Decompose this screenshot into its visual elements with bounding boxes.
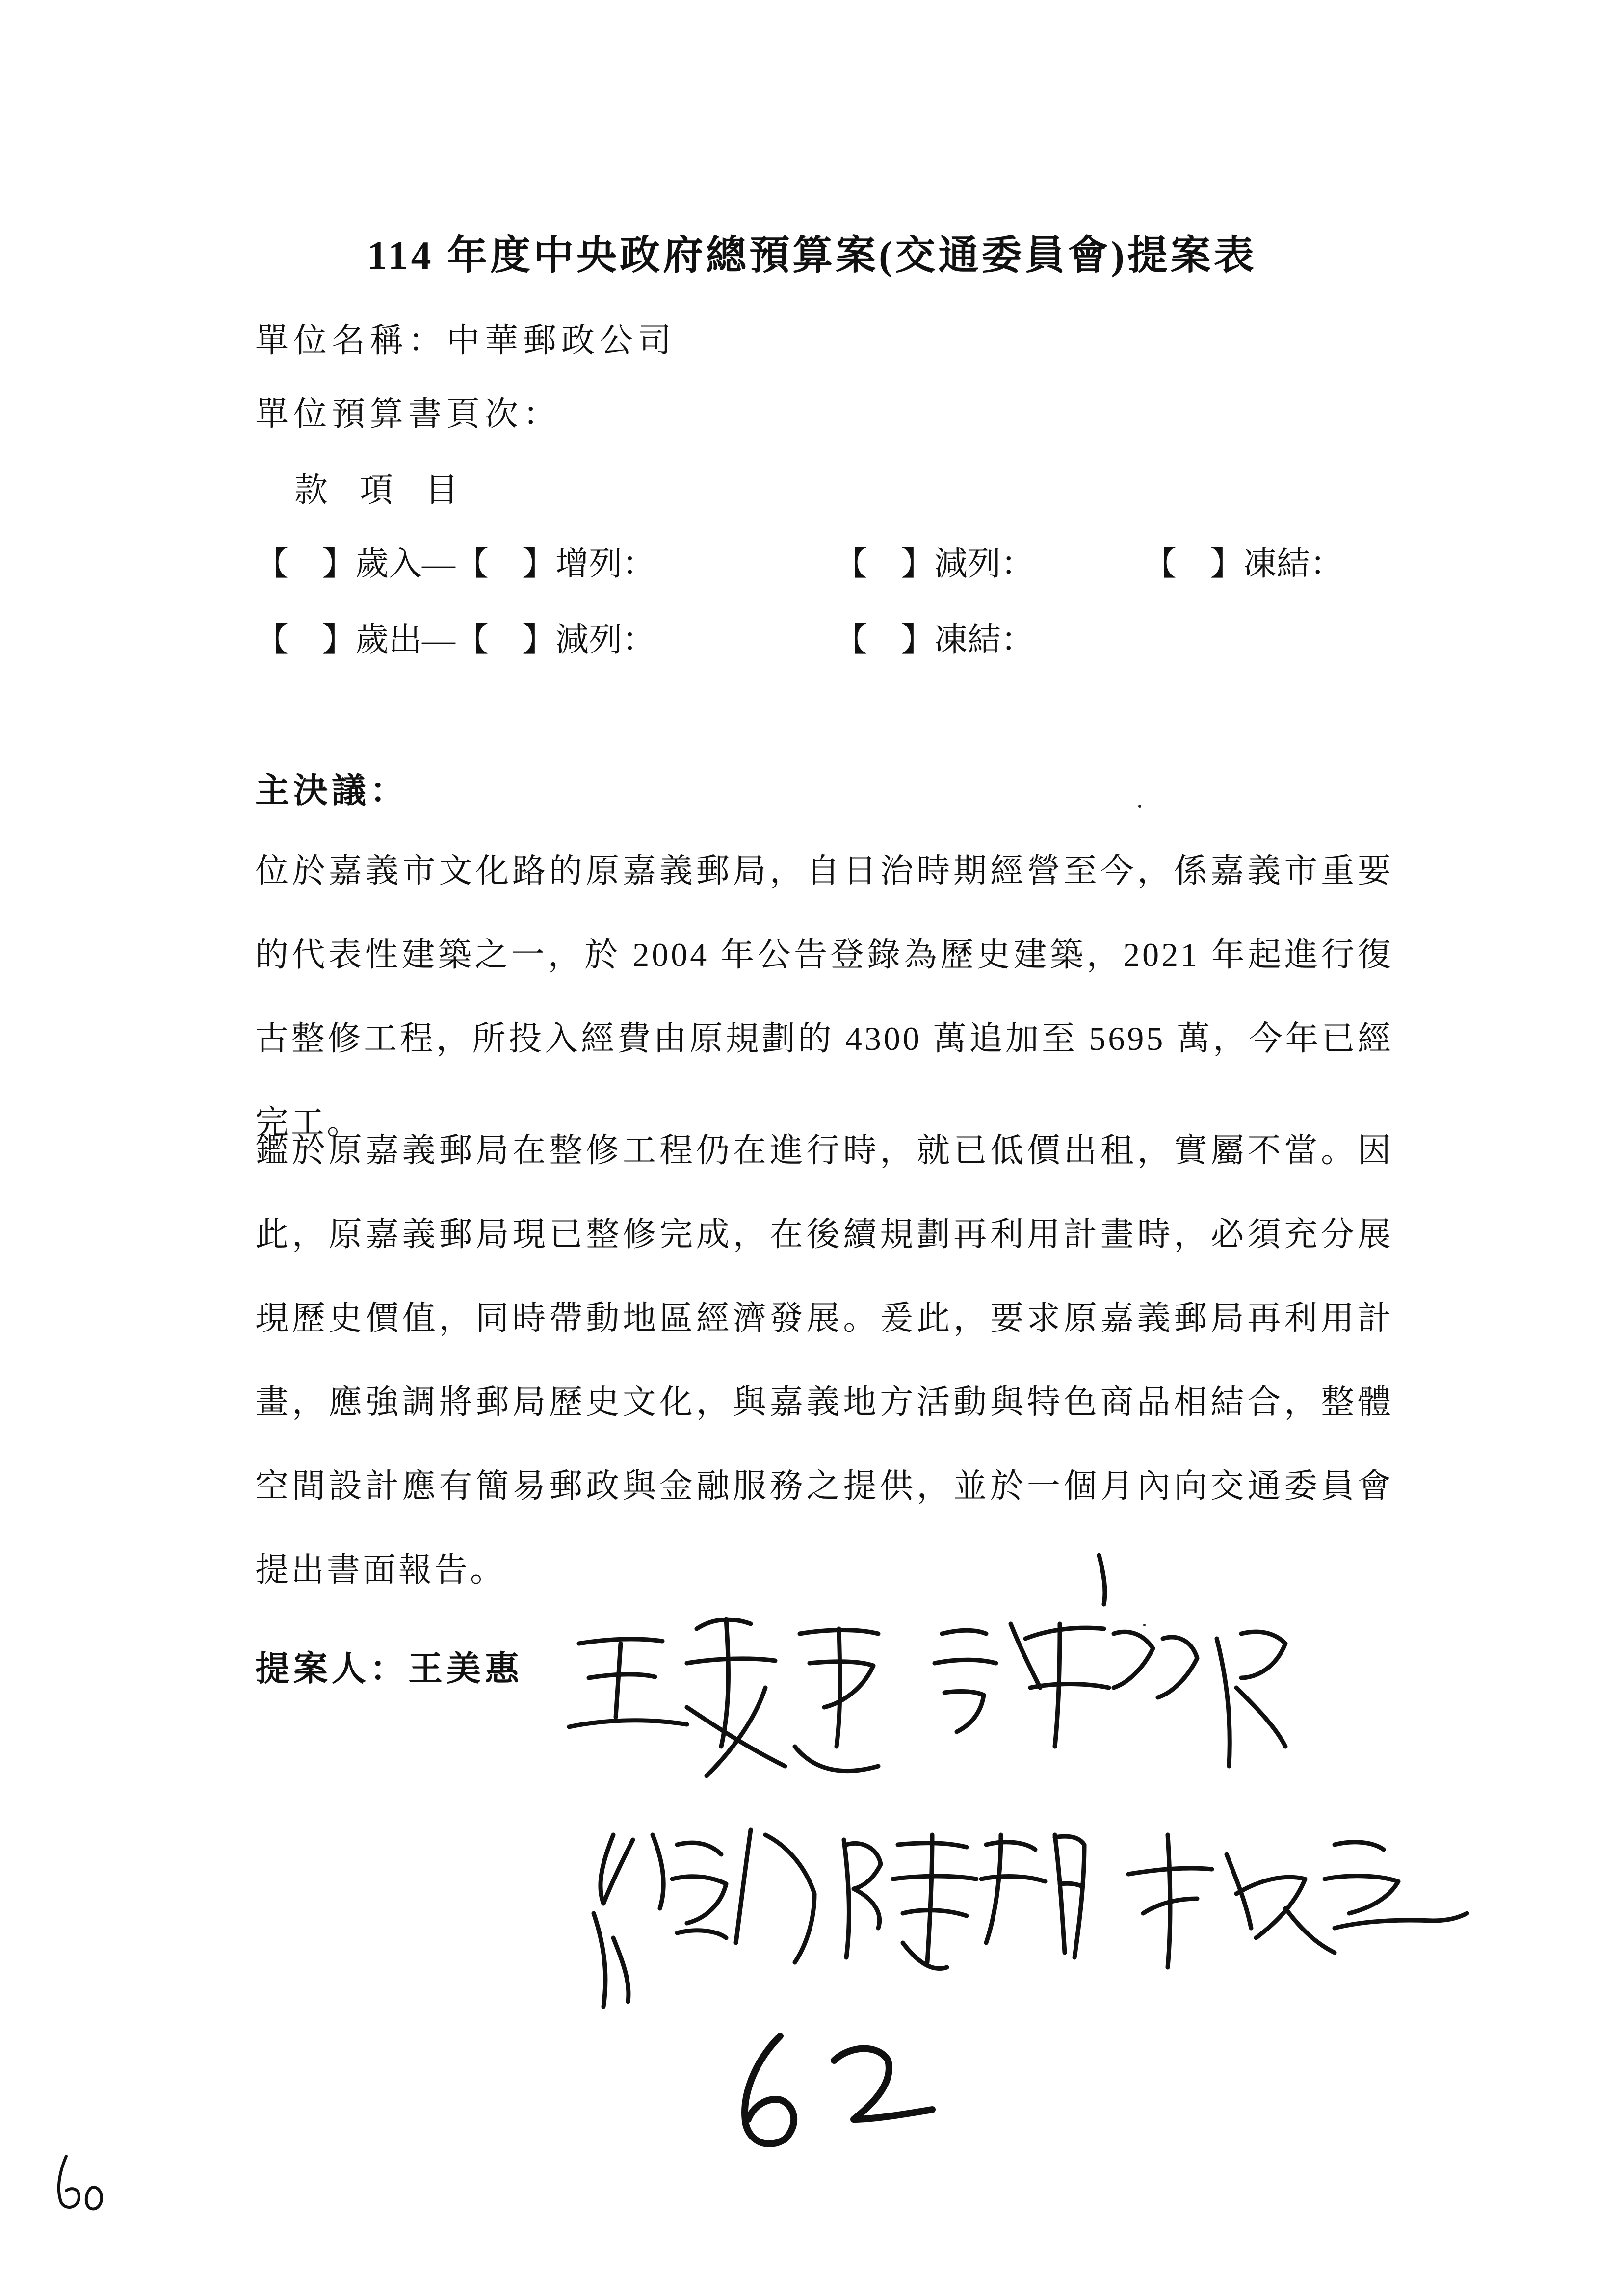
expenditure-decrease-field: 【 】歲出—【 】減列：: [255, 621, 656, 658]
proposer-name: 王美惠: [408, 1650, 523, 1688]
scan-speck: [1143, 1624, 1146, 1626]
proposal-number-62: [745, 2036, 932, 2144]
budget-page-line: [255, 388, 561, 435]
signature-3: [594, 1830, 814, 2007]
expenditure-freeze-field: 【 】凍結：: [834, 621, 1035, 658]
revenue-decrease-field: 【 】減列：: [834, 545, 1035, 582]
signature-1: [569, 1619, 878, 1776]
budget-page-label: 單位預算書頁次：: [255, 395, 562, 433]
unit-name-line: [255, 314, 676, 362]
scan-speck: [1138, 805, 1141, 808]
signature-4: [844, 1835, 1084, 1969]
resolution-paragraph-1: 位於嘉義市文化路的原嘉義郵局，自日治時期經營至今，係嘉義市重要的代表性建築之一，於 2004 年公告登錄為歷史建築，2021 年起進行復古整修工程，所投入經費由原規劃的 4300 萬追加至 5695 萬，今年已經完工。: [255, 852, 1393, 1141]
corner-number-60: [59, 2156, 102, 2209]
unit-name-label: 單位名稱：: [255, 322, 447, 359]
form-title: 114 年度中央政府總預算案(交通委員會)提案表: [367, 233, 1257, 278]
proposer-line: [255, 1641, 523, 1691]
proposer-label: 提案人：: [255, 1650, 408, 1688]
signature-5: [1128, 1835, 1467, 1967]
revenue-freeze-field: 【 】凍結：: [1143, 545, 1344, 582]
items-label: 款 項 目: [294, 471, 471, 509]
revenue-increase-field: 【 】歲入—【 】增列：: [255, 545, 656, 582]
unit-name-value: 中華郵政公司: [446, 322, 677, 359]
resolution-heading: 主決議：: [255, 772, 408, 810]
resolution-paragraph-2: 鑑於原嘉義郵局在整修工程仍在進行時，就已低價出租，實屬不當。因此，原嘉義郵局現已整修完成，在後續規劃再利用計畫時，必須充分展現歷史價值，同時帶動地區經濟發展。爰此，要求原嘉義郵局再利用計畫，應強調將郵局歷史文化，與嘉義地方活動與特色商品相結合，整體空間設計應有簡易郵政與金融服務之提供，並於一個月內向交通委員會提出書面報告。: [255, 1132, 1393, 1589]
